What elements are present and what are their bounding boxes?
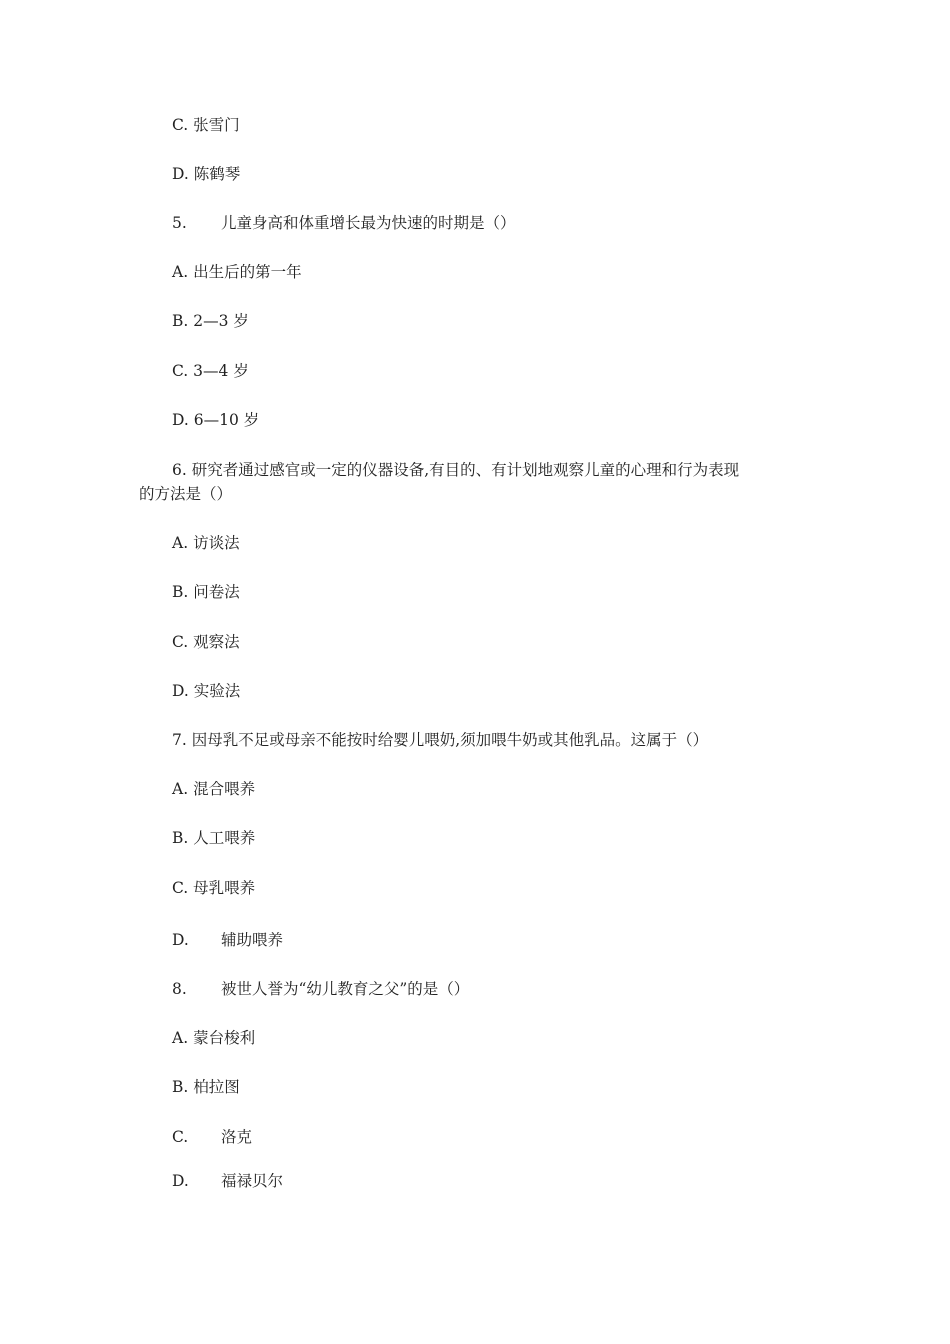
option-label: A.	[172, 1029, 189, 1047]
option-label: A.	[172, 780, 189, 798]
question-text: 儿童身高和体重增长最为快速的时期是（）	[220, 214, 516, 232]
option-label: D.	[172, 682, 189, 700]
question-8	[172, 979, 469, 999]
q7-option-b	[172, 828, 255, 848]
option-text: 访谈法	[193, 534, 240, 552]
question-number: 5.	[172, 214, 187, 232]
option-label: C.	[172, 1128, 189, 1146]
option-text: 陈鹤琴	[193, 165, 241, 183]
option-text: 母乳喂养	[193, 879, 256, 897]
question-text: 被世人誉为“幼儿教育之父”的是（）	[220, 980, 470, 998]
option-text: 福禄贝尔	[220, 1172, 283, 1190]
q8-option-c	[172, 1127, 252, 1147]
option-text: 洛克	[220, 1128, 252, 1146]
q8-option-b	[172, 1077, 240, 1097]
option-label: A.	[172, 263, 189, 281]
option-label: C.	[172, 633, 189, 651]
option-text: 2—3 岁	[193, 312, 249, 330]
option-label: C.	[172, 116, 189, 134]
question-6-continuation: 的方法是（）	[139, 485, 233, 503]
q6-option-d	[172, 681, 240, 701]
option-text: 辅助喂养	[220, 931, 283, 949]
option-text: 人工喂养	[193, 829, 256, 847]
q7-option-d	[172, 930, 283, 950]
q5-option-a	[172, 262, 302, 282]
option-text: 柏拉图	[193, 1078, 240, 1096]
option-label: B.	[172, 829, 189, 847]
q5-option-c	[172, 361, 249, 381]
option-label: D.	[172, 411, 189, 429]
q7-option-a	[172, 779, 255, 799]
question-7	[172, 730, 708, 750]
option-text: 出生后的第一年	[193, 263, 302, 281]
option-text: 蒙台梭利	[193, 1029, 256, 1047]
question-5	[172, 213, 515, 233]
q7-option-c	[172, 878, 255, 898]
option-text: 混合喂养	[193, 780, 256, 798]
question-number: 6.	[172, 461, 187, 479]
option-text: 问卷法	[193, 583, 240, 601]
q8-option-d	[172, 1171, 283, 1191]
option-label: C.	[172, 362, 189, 380]
option-text: 实验法	[193, 682, 241, 700]
question-number: 8.	[172, 980, 187, 998]
q6-option-b	[172, 582, 240, 602]
q8-option-a	[172, 1028, 255, 1048]
q5-option-d	[172, 410, 259, 430]
q4-option-c	[172, 115, 240, 135]
option-text: 6—10 岁	[193, 411, 260, 429]
option-label: B.	[172, 1078, 189, 1096]
option-label: B.	[172, 583, 189, 601]
q6-option-a	[172, 533, 240, 553]
option-label: A.	[172, 534, 189, 552]
option-text: 3—4 岁	[193, 362, 249, 380]
question-6	[172, 460, 739, 480]
option-label: D.	[172, 1172, 189, 1190]
question-text: 因母乳不足或母亲不能按时给婴儿喂奶,须加喂牛奶或其他乳品。这属于（）	[191, 731, 709, 749]
option-text: 张雪门	[193, 116, 240, 134]
option-label: B.	[172, 312, 189, 330]
option-text: 观察法	[193, 633, 240, 651]
option-label: D.	[172, 931, 189, 949]
question-text: 研究者通过感官或一定的仪器设备,有目的、有计划地观察儿童的心理和行为表现	[191, 461, 740, 479]
question-number: 7.	[172, 731, 187, 749]
q4-option-d	[172, 164, 240, 184]
option-label: D.	[172, 165, 189, 183]
q5-option-b	[172, 311, 249, 331]
option-label: C.	[172, 879, 189, 897]
q6-option-c	[172, 632, 240, 652]
